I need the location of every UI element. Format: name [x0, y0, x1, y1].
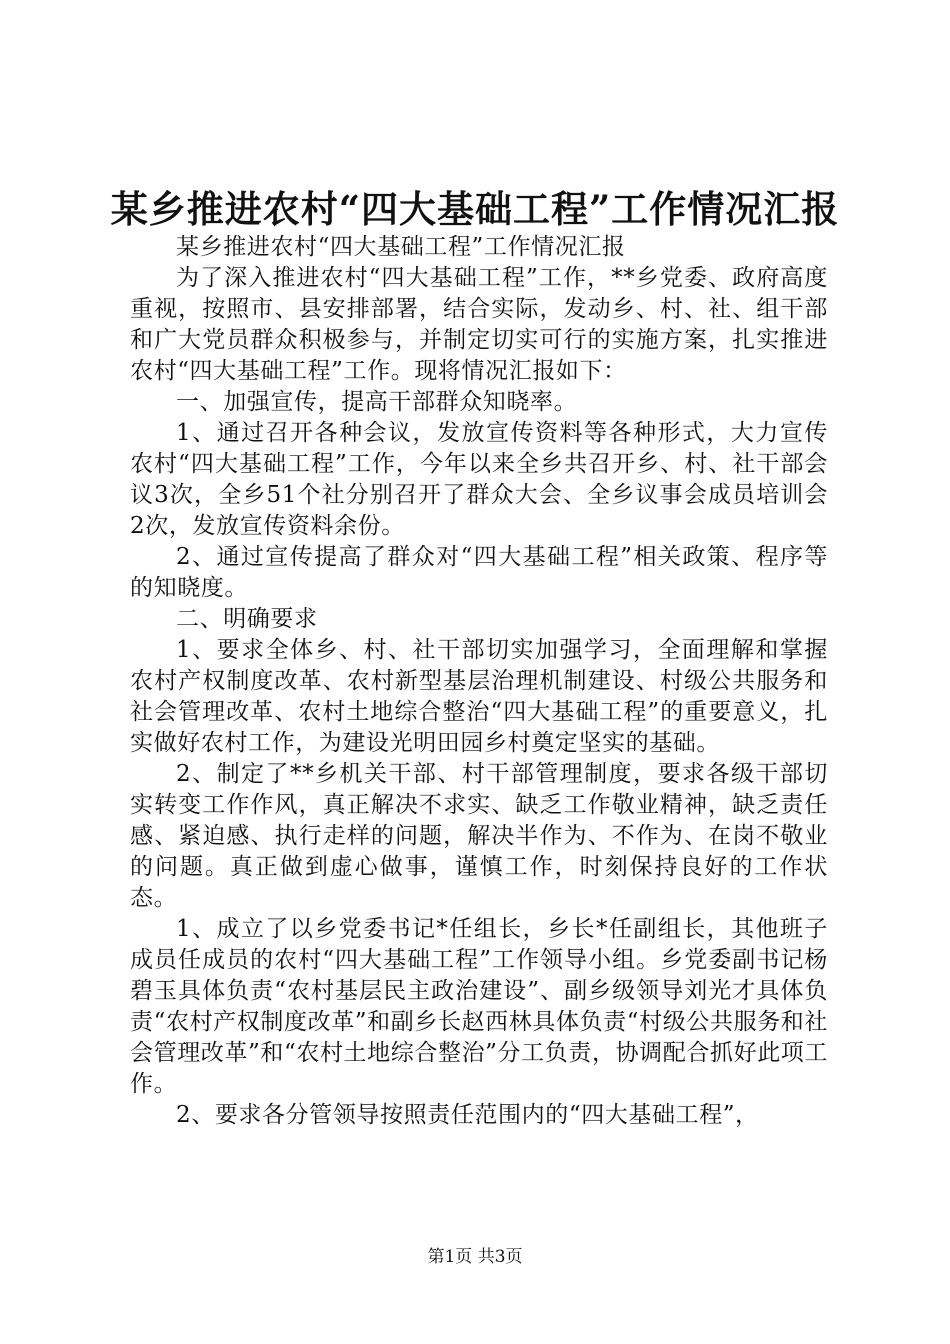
paragraph-leadership-1: 1、成立了以乡党委书记*任组长，乡长*任副组长，其他班子成员任成员的农村“四大基础工程”工作领导小组。乡党委副书记杨碧玉具体负责“农村基层民主政治建设”、副乡级领导刘光才具体负责“农村产权制度改革”和副乡长赵西林具体负责“村级公共服务和社会管理改革”和“农村土地综合整治”分工负责，协调配合抓好此项工作。 — [130, 916, 828, 1097]
section-heading-requirements: 二、明确要求 — [176, 606, 318, 632]
page-footer: 第1页 共3页 — [427, 1247, 523, 1267]
section-heading-publicity: 一、加强宣传，提高干部群众知晓率。 — [176, 389, 578, 415]
paragraph-publicity-1: 1、通过召开各种会议，发放宣传资料等各种形式，大力宣传农村“四大基础工程”工作，今年以来全乡共召开乡、村、社干部会议3次，全乡51个社分别召开了群众大会、全乡议事会成员培训会2次，发放宣传资料余份。 — [130, 420, 828, 539]
paragraph-publicity-2: 2、通过宣传提高了群众对“四大基础工程”相关政策、程序等的知晓度。 — [130, 544, 828, 601]
document-body — [130, 232, 828, 1131]
paragraph-requirements-1: 1、要求全体乡、村、社干部切实加强学习，全面理解和掌握农村产权制度改革、农村新型基层治理机制建设、村级公共服务和社会管理改革、农村土地综合整治“四大基础工程”的重要意义，扎实做好农村工作，为建设光明田园乡村奠定坚实的基础。 — [130, 637, 828, 756]
paragraph-subtitle: 某乡推进农村“四大基础工程”工作情况汇报 — [176, 234, 626, 260]
paragraph-leadership-2: 2、要求各分管领导按照责任范围内的“四大基础工程”， — [176, 1102, 759, 1128]
paragraph-intro: 为了深入推进农村“四大基础工程”工作，**乡党委、政府高度重视，按照市、县安排部署，结合实际，发动乡、村、社、组干部和广大党员群众积极参与，并制定切实可行的实施方案，扎实推进农村“四大基础工程”工作。现将情况汇报如下： — [130, 265, 828, 384]
document-title: 某乡推进农村“四大基础工程”工作情况汇报 — [110, 187, 840, 231]
paragraph-requirements-2: 2、制定了**乡机关干部、村干部管理制度，要求各级干部切实转变工作作风，真正解决不求实、缺乏工作敬业精神，缺乏责任感、紧迫感、执行走样的问题，解决半作为、不作为、在岗不敬业的问题。真正做到虚心做事，谨慎工作，时刻保持良好的工作状态。 — [130, 761, 828, 911]
